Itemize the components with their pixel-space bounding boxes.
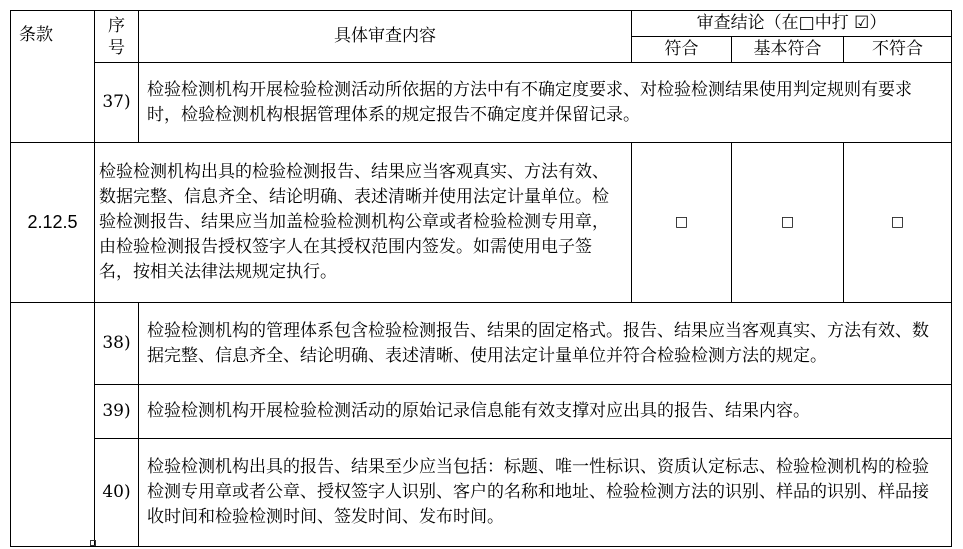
row-text-40: 检验检测机构出具的报告、结果至少应当包括：标题、唯一性标识、资质认定标志、检验检测机构的检验检测专用章或者公章、授权签字人识别、客户的名称和地址、检验检测方法的识别、样品的识别、样品接收时间和检验检测时间、签发时间、发布时间。 bbox=[139, 439, 952, 547]
conform-checkbox[interactable]: □ bbox=[632, 143, 732, 303]
row-text-38: 检验检测机构的管理体系包含检验检测报告、结果的固定格式。报告、结果应当客观真实、方法有效、数据完整、信息齐全、结论明确、表述清晰、使用法定计量单位并符合检验检测方法的规定。 bbox=[139, 303, 952, 385]
review-table bbox=[10, 10, 952, 547]
row-seq-40: 40) bbox=[95, 439, 139, 547]
row-seq-39: 39) bbox=[95, 385, 139, 439]
row-text-37: 检验检测机构开展检验检测活动所依据的方法中有不确定度要求、对检验检测结果使用判定规则有要求时，检验检测机构根据管理体系的规定报告不确定度并保留记录。 bbox=[139, 63, 952, 143]
row-text-39: 检验检测机构开展检验检测活动的原始记录信息能有效支撑对应出具的报告、结果内容。 bbox=[139, 385, 952, 439]
clause-number: 2.12.5 bbox=[11, 143, 95, 303]
option-basic-conform: 基本符合 bbox=[732, 37, 844, 63]
seq-header-label: 序号 bbox=[108, 15, 125, 58]
basic-conform-checkbox[interactable]: □ bbox=[732, 143, 844, 303]
option-not-conform: 不符合 bbox=[844, 37, 952, 63]
clause-text: 检验检测机构出具的检验检测报告、结果应当客观真实、方法有效、数据完整、信息齐全、结论明确、表述清晰并使用法定计量单位。检验检测报告、结果应当加盖检验检测机构公章或者检验检测专用章，由检验检测报告授权签字人在其授权范围内签发。如需使用电子签名，按相关法律法规规定执行。 bbox=[95, 143, 632, 303]
not-conform-checkbox[interactable]: □ bbox=[844, 143, 952, 303]
row-seq-38: 38) bbox=[95, 303, 139, 385]
clause-header: 条款 bbox=[11, 11, 95, 143]
paragraph-marker-icon bbox=[90, 540, 96, 546]
option-conform: 符合 bbox=[632, 37, 732, 63]
content-header: 具体审查内容 bbox=[139, 11, 632, 63]
row-seq-37: 37) bbox=[95, 63, 139, 143]
clause-empty-cell bbox=[11, 303, 95, 547]
conclusion-header: 审查结论（在□中打 ☑） bbox=[632, 11, 952, 37]
seq-header bbox=[95, 11, 139, 63]
